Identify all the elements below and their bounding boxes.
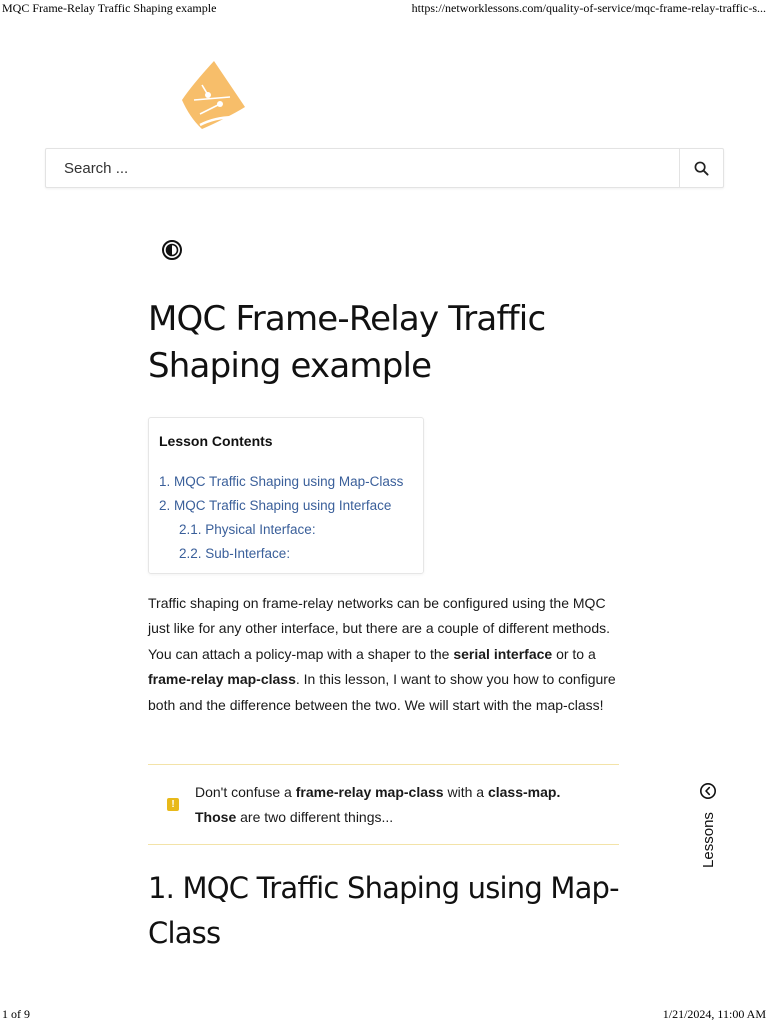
print-header-url: https://networklessons.com/quality-of-service/mqc-frame-relay-traffic-s... [411, 1, 766, 15]
callout-text-3: are two different things... [236, 809, 394, 825]
lessons-tab[interactable] [696, 780, 720, 872]
site-logo[interactable] [180, 60, 248, 134]
toc-link-map-class[interactable]: 1. MQC Traffic Shaping using Map-Class [159, 474, 404, 489]
search-icon [694, 161, 709, 176]
search-button[interactable] [679, 149, 723, 187]
lesson-contents [148, 417, 424, 574]
print-header-title: MQC Frame-Relay Traffic Shaping example [2, 1, 217, 15]
callout-text-1: Don't confuse a [195, 784, 296, 800]
toc-link-sub-interface[interactable]: 2.2. Sub-Interface: [179, 546, 291, 561]
chevron-left-circle-icon [699, 782, 717, 800]
callout-text [195, 780, 605, 830]
print-page-number: 1 of 9 [2, 1007, 30, 1021]
intro-paragraph [148, 591, 626, 718]
print-footer [0, 1006, 768, 1024]
print-datetime: 1/21/2024, 11:00 AM [662, 1007, 766, 1021]
intro-text-1: Traffic shaping on frame-relay networks can be configured using the MQC just like for any other interface, but there are a couple of different methods. You can attach a policy-map with a shaper to the [148, 595, 611, 662]
callout-text-2: with a [443, 784, 488, 800]
contrast-toggle[interactable] [161, 239, 183, 261]
lessons-tab-label: Lessons [700, 812, 717, 868]
page-title: MQC Frame-Relay Traffic Shaping example [148, 299, 546, 386]
intro-bold-serial-interface: serial interface [453, 645, 553, 662]
toc-title: Lesson Contents [159, 433, 273, 449]
intro-text-3: . In this lesson, I want to show you how to configure both and the difference between the two. We will start with the map-class! [148, 671, 616, 713]
warning-callout [148, 764, 619, 845]
search-input[interactable] [46, 149, 676, 187]
callout-bold-2: class-map. [487, 784, 561, 800]
intro-bold-map-class: frame-relay map-class [148, 671, 296, 688]
print-header [0, 0, 768, 18]
section-heading: 1. MQC Traffic Shaping using Map-Class [148, 871, 619, 950]
toc-link-interface[interactable]: 2. MQC Traffic Shaping using Interface [159, 498, 392, 513]
logo-icon [180, 60, 248, 134]
callout-bold-3: Those [195, 809, 237, 825]
search-bar [45, 148, 724, 188]
intro-text-2: or to a [552, 645, 596, 662]
warning-icon: ! [167, 798, 179, 811]
contrast-icon [161, 239, 183, 261]
callout-bold-1: frame-relay map-class [295, 784, 444, 800]
toc-link-physical-interface[interactable]: 2.1. Physical Interface: [179, 522, 316, 537]
